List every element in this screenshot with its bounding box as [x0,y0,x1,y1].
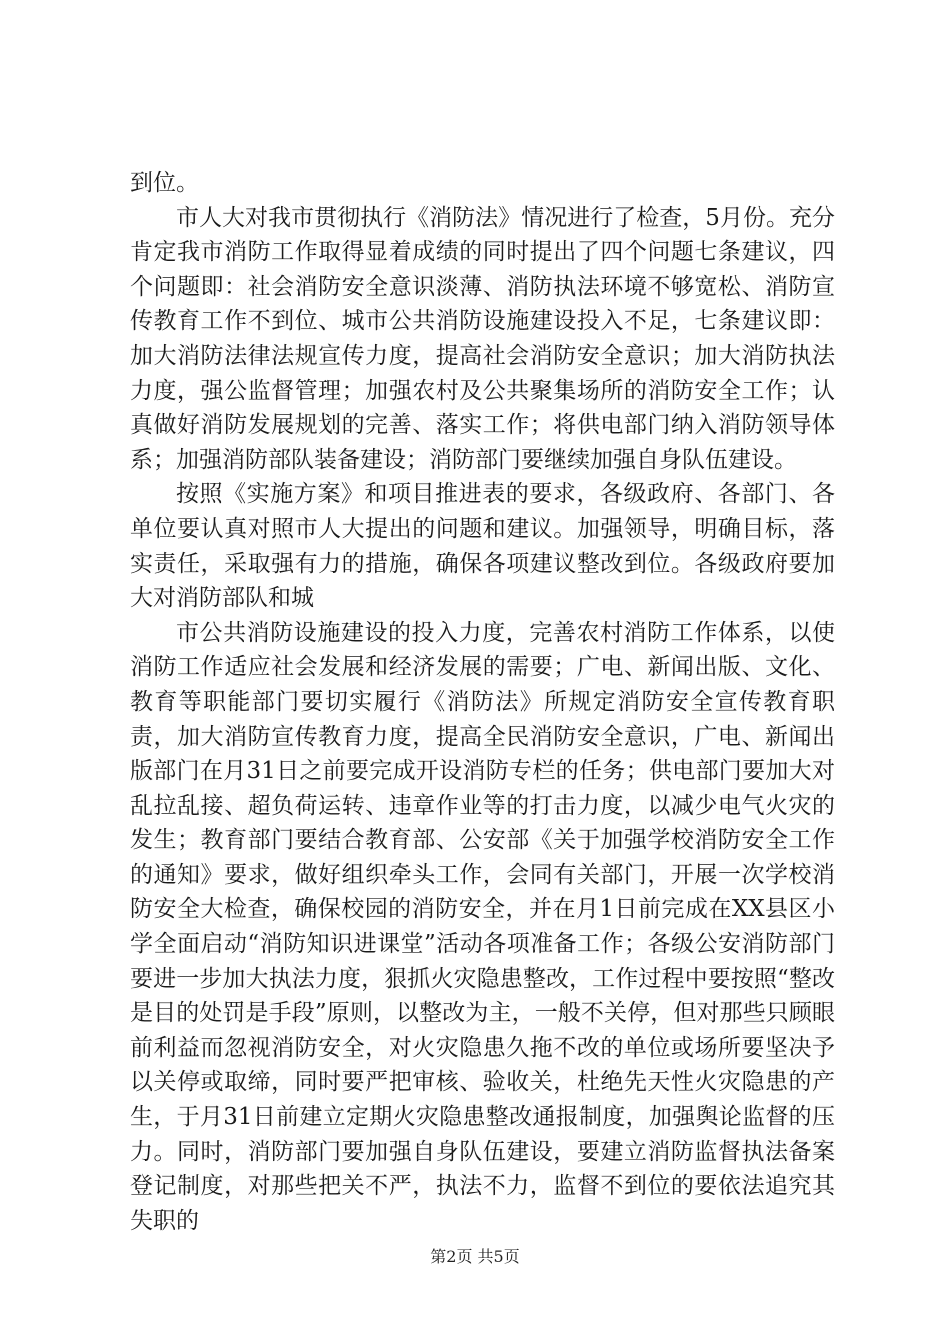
page-number-footer: 第2页 共5页 [430,1247,520,1266]
paragraph-2: 市人大对我市贯彻执行《消防法》情况进行了检查，5月份。充分肯定我市消防工作取得显着成绩的同时提出了四个问题七条建议，四个问题即：社会消防安全意识淡薄、消防执法环境不够宽松、消防宣传教育工作不到位、城市公共消防设施建设投入不足，七条建议即：加大消防法律法规宣传力度，提高社会消防安全意识；加大消防执法力度，强公监督管理；加强农村及公共聚集场所的消防安全工作；认真做好消防发展规划的完善、落实工作；将供电部门纳入消防领导体系；加强消防部队装备建设；消防部门要继续加强自身队伍建设。 [130,204,835,473]
paragraph-3: 按照《实施方案》和项目推进表的要求，各级政府、各部门、各单位要认真对照市人大提出的问题和建议。加强领导，明确目标，落实责任，采取强有力的措施，确保各项建议整改到位。各级政府要加大对消防部队和城 [130,481,835,612]
paragraph-4: 市公共消防设施建设的投入力度，完善农村消防工作体系，以使消防工作适应社会发展和经济发展的需要；广电、新闻出版、文化、教育等职能部门要切实履行《消防法》所规定消防安全宣传教育职责，加大消防宣传教育力度，提高全民消防安全意识，广电、新闻出版部门在月31日之前要完成开设消防专栏的任务；供电部门要加大对乱拉乱接、超负荷运转、违章作业等的打击力度，以减少电气火灾的发生；教育部门要结合教育部、公安部《关于加强学校消防安全工作的通知》要求，做好组织牵头工作，会同有关部门，开展一次学校消防安全大检查，确保校园的消防安全，并在月1日前完成在XX县区小学全面启动“消防知识进课堂”活动各项准备工作；各级公安消防部门要进一步加大执法力度，狠抓火灾隐患整改，工作过程中要按照“整改是目的处罚是手段”原则，以整改为主，一般不关停，但对那些只顾眼前利益而忽视消防安全，对火灾隐患久拖不改的单位或场所要坚决予以关停或取缔，同时要严把审核、验收关，杜绝先天性火灾隐患的产生，于月31日前建立定期火灾隐患整改通报制度，加强舆论监督的压力。同时，消防部门要加强自身队伍建设，要建立消防监督执法备案登记制度，对那些把关不严，执法不力，监督不到位的要依法追究其失职的 [130,619,835,1234]
paragraph-1: 到位。 [130,170,199,196]
document-body [130,166,835,1238]
